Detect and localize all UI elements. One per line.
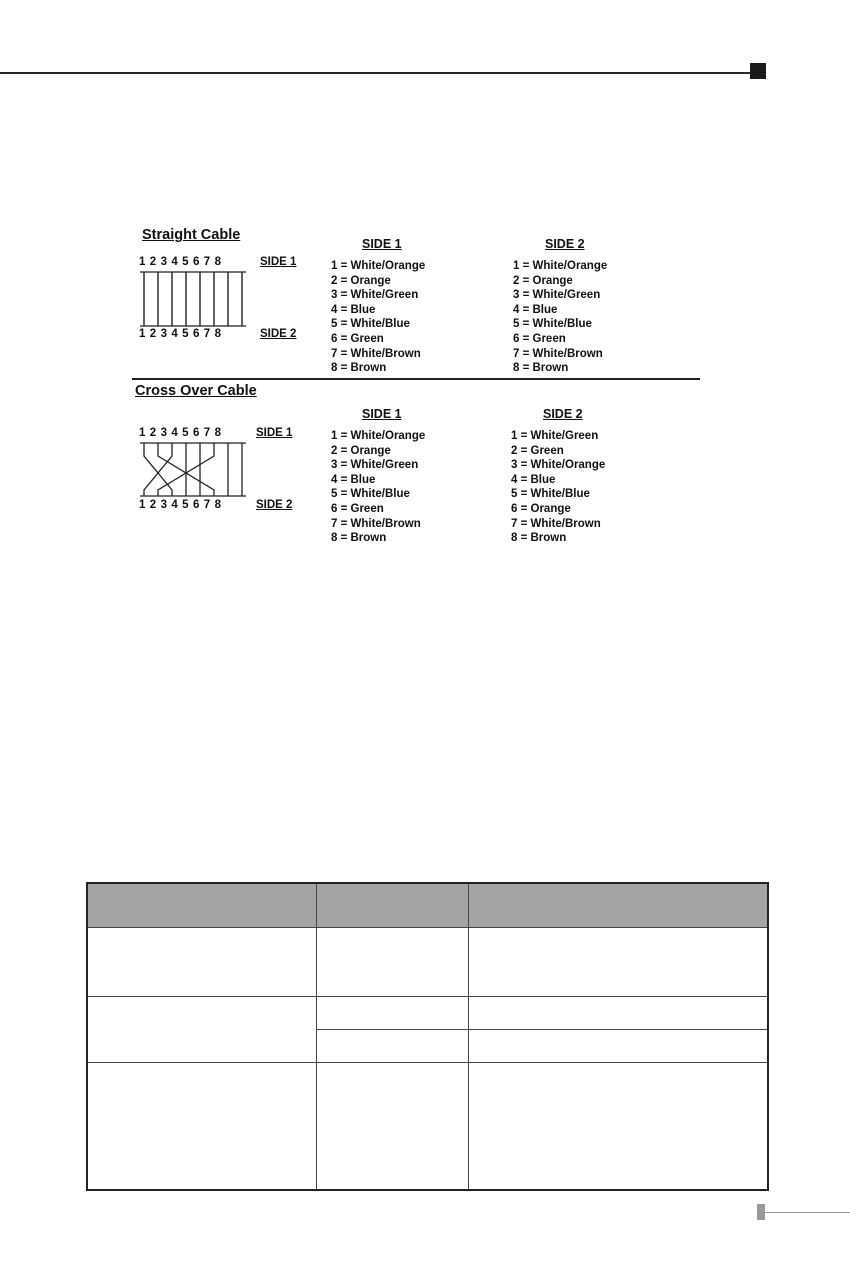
footer-rule (765, 1212, 850, 1213)
list-item: 5 = White/Blue (511, 488, 590, 501)
table-row (87, 928, 768, 997)
straight-bottom-pin-numbers: 12345678 (139, 328, 226, 340)
list-item: 1 = White/Green (511, 430, 599, 442)
table-cell (468, 1030, 768, 1063)
list-item: 8 = Brown (331, 362, 387, 375)
cross-side2-list (511, 429, 605, 546)
list-item: 4 = Blue (331, 473, 376, 486)
table-cell (316, 1063, 468, 1191)
list-item: 2 = Orange (331, 274, 391, 287)
cross-side2-label: SIDE 2 (256, 499, 293, 511)
list-item: 7 = White/Brown (331, 347, 421, 360)
straight-side1-heading: SIDE 1 (362, 237, 402, 251)
list-item: 1 = White/Orange (331, 430, 426, 442)
straight-side1-label: SIDE 1 (260, 256, 297, 268)
list-item: 2 = Orange (513, 274, 573, 287)
list-item: 4 = Blue (511, 473, 556, 486)
cross-side1-list (331, 429, 425, 546)
list-item: 8 = Brown (513, 362, 569, 375)
list-item: 6 = Green (513, 332, 566, 345)
list-item: 7 = White/Brown (513, 347, 603, 360)
table-header-cell (316, 883, 468, 928)
cross-cable-title: Cross Over Cable (135, 383, 257, 399)
list-item: 3 = White/Green (331, 459, 419, 472)
table-row (87, 1063, 768, 1191)
cross-bottom-pin-numbers: 12345678 (139, 499, 226, 511)
cross-side2-heading: SIDE 2 (543, 407, 583, 421)
cable-wiring-diagram (128, 222, 708, 552)
list-item: 3 = White/Green (513, 289, 601, 302)
list-item: 1 = White/Orange (513, 260, 608, 272)
list-item: 2 = Orange (331, 444, 391, 457)
table-cell (468, 928, 768, 997)
table-cell (316, 997, 468, 1030)
footer-marker (757, 1204, 765, 1220)
list-item: 3 = White/Orange (511, 459, 606, 472)
table-header-row (87, 883, 768, 928)
list-item: 6 = Green (331, 502, 384, 515)
straight-side2-list (513, 259, 607, 376)
list-item: 1 = White/Orange (331, 260, 426, 272)
cross-wires (128, 222, 258, 522)
list-item: 8 = Brown (511, 532, 567, 545)
spec-table (86, 882, 769, 1191)
list-item: 8 = Brown (331, 532, 387, 545)
list-item: 3 = White/Green (331, 289, 419, 302)
table-header-cell (468, 883, 768, 928)
table-cell (87, 997, 316, 1063)
straight-cable-title: Straight Cable (142, 227, 241, 243)
list-item: 5 = White/Blue (331, 318, 410, 331)
straight-side1-list (331, 259, 425, 376)
header-square-marker (750, 63, 766, 79)
cross-side1-label: SIDE 1 (256, 427, 293, 439)
table-cell (468, 997, 768, 1030)
list-item: 5 = White/Blue (513, 318, 592, 331)
table-cell (87, 1063, 316, 1191)
list-item: 4 = Blue (331, 303, 376, 316)
cross-side1-heading: SIDE 1 (362, 407, 402, 421)
list-item: 7 = White/Brown (511, 517, 601, 530)
table-cell (316, 1030, 468, 1063)
list-item: 7 = White/Brown (331, 517, 421, 530)
list-item: 6 = Green (331, 332, 384, 345)
table-row (87, 997, 768, 1030)
list-item: 2 = Green (511, 444, 564, 457)
table-cell (87, 928, 316, 997)
list-item: 4 = Blue (513, 303, 558, 316)
straight-side2-label: SIDE 2 (260, 328, 297, 340)
cross-top-pin-numbers: 12345678 (139, 427, 226, 439)
straight-top-pin-numbers: 12345678 (139, 256, 226, 268)
table-header-cell (87, 883, 316, 928)
table-cell (468, 1063, 768, 1191)
list-item: 5 = White/Blue (331, 488, 410, 501)
list-item: 6 = Orange (511, 502, 571, 515)
header-rule (0, 72, 752, 74)
straight-side2-heading: SIDE 2 (545, 237, 585, 251)
table-cell (316, 928, 468, 997)
